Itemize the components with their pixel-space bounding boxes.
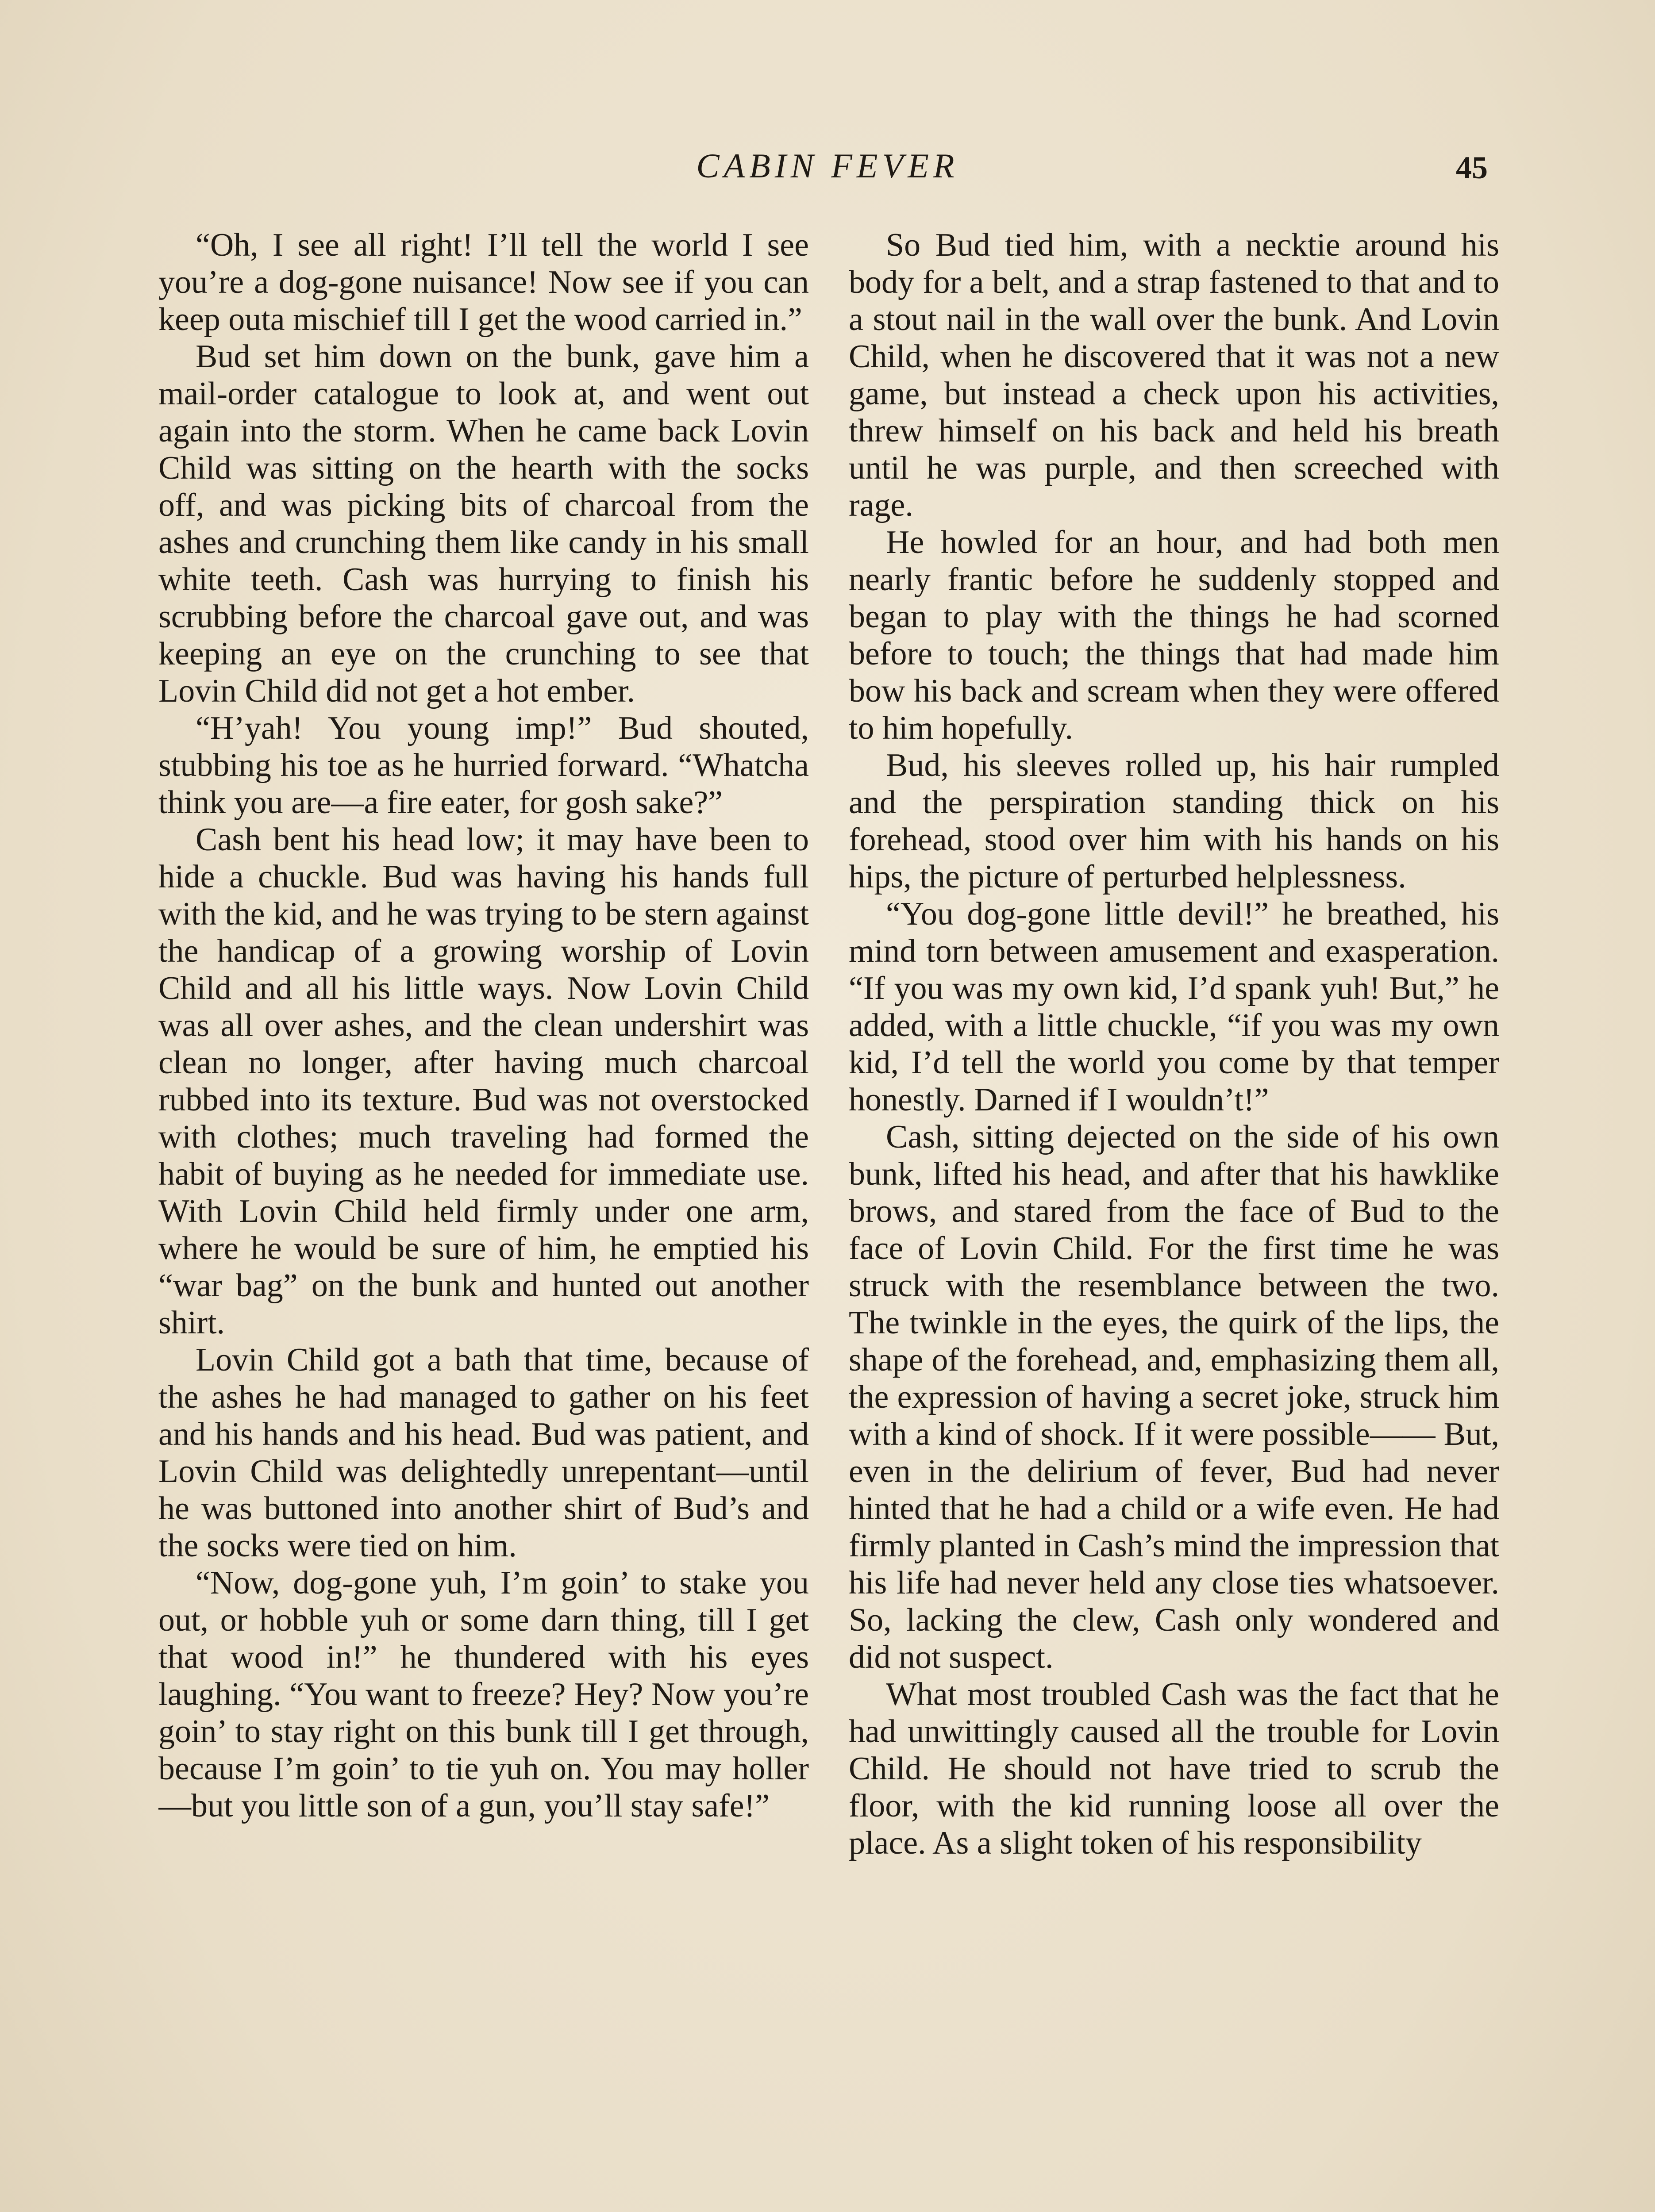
paragraph: “H’yah! You young imp!” Bud shouted, stubbing his toe as he hurried forward. “Whatcha think you are—a fire eater, for gosh sake?” <box>158 710 809 821</box>
page-header <box>0 146 1655 199</box>
running-title: CABIN FEVER <box>696 146 959 185</box>
paragraph: Cash, sitting dejected on the side of his own bunk, lifted his head, and after that his hawklike brows, and stared from the face of Bud to the face of Lovin Child. For the first time he was struck with the resemblance between the two. The twinkle in the eyes, the quirk of the lips, the shape of the forehead, and, emphasizing them all, the expression of having a secret joke, struck him with a kind of shock. If it were possible—— But, even in the delirium of fever, Bud had never hinted that he had a child or a wife even. He had firmly planted in Cash’s mind the impression that his life had never held any close ties whatsoever. So, lacking the clew, Cash only wondered and did not suspect. <box>849 1119 1499 1675</box>
paragraph: He howled for an hour, and had both men nearly frantic before he suddenly stopped and began to play with the things he had scorned before to touch; the things that had made him bow his back and scream when they were offered to him hopefully. <box>849 524 1499 746</box>
page-number: 45 <box>1456 150 1488 185</box>
paragraph: So Bud tied him, with a necktie around his body for a belt, and a strap fastened to that and to a stout nail in the wall over the bunk. And Lovin Child, when he discovered that it was not a new game, but instead a check upon his activities, threw himself on his back and held his breath until he was purple, and then screeched with rage. <box>849 227 1499 523</box>
paragraph: Bud, his sleeves rolled up, his hair rumpled and the perspiration standing thick on his forehead, stood over him with his hands on his hips, the picture of perturbed helplessness. <box>849 747 1499 895</box>
paragraph: “Oh, I see all right! I’ll tell the world I see you’re a dog-gone nuisance! Now see if you can keep outa mischief till I get the wood carried in.” <box>158 227 809 338</box>
paragraph: Lovin Child got a bath that time, because of the ashes he had managed to gather on his feet and his hands and his head. Bud was patient, and Lovin Child was delightedly unrepentant—until he was buttoned into another shirt of Bud’s and the socks were tied on him. <box>158 1342 809 1564</box>
paragraph: What most troubled Cash was the fact that he had unwittingly caused all the trouble for Lovin Child. He should not have tried to scrub the floor, with the kid running loose all over the place. As a slight token of his responsibility <box>849 1676 1499 1861</box>
paragraph: “You dog-gone little devil!” he breathed, his mind torn between amusement and exasperation. “If you was my own kid, I’d spank yuh! But,” he added, with a little chuckle, “if you was my own kid, I’d tell the world you come by that temper honestly. Darned if I wouldn’t!” <box>849 896 1499 1118</box>
paragraph: Bud set him down on the bunk, gave him a mail-order catalogue to look at, and went out again into the storm. When he came back Lovin Child was sitting on the hearth with the socks off, and was picking bits of charcoal from the ashes and crunching them like candy in his small white teeth. Cash was hurrying to finish his scrubbing before the charcoal gave out, and was keeping an eye on the crunching to see that Lovin Child did not get a hot ember. <box>158 338 809 709</box>
paragraph: Cash bent his head low; it may have been to hide a chuckle. Bud was having his hands full with the kid, and he was trying to be stern against the handicap of a growing worship of Lovin Child and all his little ways. Now Lovin Child was all over ashes, and the clean undershirt was clean no longer, after having much charcoal rubbed into its texture. Bud was not overstocked with clothes; much traveling had formed the habit of buying as he needed for immediate use. With Lovin Child held firmly under one arm, where he would be sure of him, he emptied his “war bag” on the bunk and hunted out another shirt. <box>158 822 809 1341</box>
left-column <box>158 227 809 2212</box>
paragraph: “Now, dog-gone yuh, I’m goin’ to stake you out, or hobble yuh or some darn thing, till I get that wood in!” he thundered with his eyes laughing. “You want to freeze? Hey? Now you’re goin’ to stay right on this bunk till I get through, because I’m goin’ to tie yuh on. You may holler—but you little son of a gun, you’ll stay safe!” <box>158 1565 809 1824</box>
right-column <box>849 227 1499 2212</box>
